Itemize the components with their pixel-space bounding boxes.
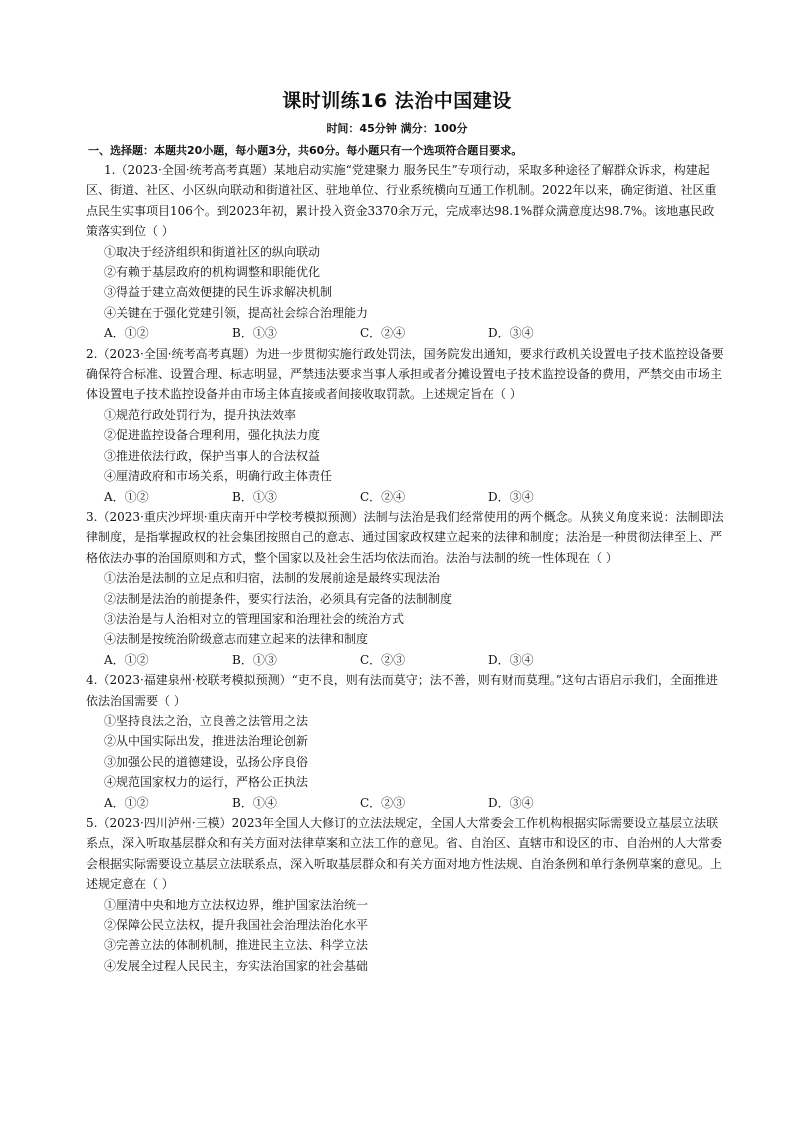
question-3: [86, 507, 726, 670]
question-option: ②保障公民立法权，提升我国社会治理法治化水平: [104, 918, 369, 933]
answer-choices: [104, 793, 726, 813]
question-stem: 1.（2023·全国·统考高考真题）某地启动实施“党建聚力 服务民生”专项行动，采取多种途径了解群众诉求，构建起区、街道、社区、小区纵向联动和街道社区、驻地单位、行业系统横向互通工作机制。2022年以来，确定街道、社区重点民生实事项目106个。到2023年初，累计投入资金3370余万元，完成率达98.1%群众满意度达98.7%。该地惠民政策落实到位（ ）: [86, 163, 717, 239]
question-stem: 2.（2023·全国·统考高考真题）为进一步贯彻实施行政处罚法，国务院发出通知，要求行政机关设置电子技术监控设备要确保符合标准、设置合理、标志明显，严禁违法要求当事人承担或者分摊设置电子技术监控设备的费用，严禁交由市场主体设置电子技术监控设备并由市场主体直接或者间接收取罚款。上述规定旨在（ ）: [86, 346, 724, 402]
question-option: ③完善立法的体制机制，推进民主立法、科学立法: [104, 938, 369, 953]
choice-b: B．①④: [232, 795, 277, 810]
question-2: [86, 344, 726, 507]
question-stem: 5.（2023·四川泸州·三模）2023年全国人大修订的立法法规定，全国人大常委会工作机构根据实际需要设立基层立法联系点，深入听取基层群众和有关方面对法律草案和立法工作的意见。省、自治区、直辖市和设区的市、自治州的人大常委会根据实际需要设立基层立法联系点，深入听取基层群众和有关方面对地方性法规、自治条例和单行条例草案的意见。上述规定意在（ ）: [86, 816, 723, 892]
question-list: [86, 160, 726, 976]
choice-a: A．①②: [104, 489, 149, 504]
question-option: ④厘清政府和市场关系，明确行政主体责任: [104, 469, 333, 484]
question-option: ②法制是法治的前提条件，要实行法治，必须具有完备的法制制度: [104, 591, 453, 606]
choice-b: B．①③: [232, 489, 277, 504]
section-heading: 一、选择题：本题共20小题，每小题3分，共60分。每小题只有一个选项符合题目要求。: [88, 144, 523, 157]
choice-a: A．①②: [104, 652, 149, 667]
choice-c: C．②③: [360, 652, 406, 667]
question-option: ①法治是法制的立足点和归宿，法制的发展前途是最终实现法治: [104, 571, 441, 586]
question-option: ②促进监控设备合理利用，强化执法力度: [104, 428, 321, 443]
question-option: ①厘清中央和地方立法权边界，维护国家法治统一: [104, 897, 369, 912]
question-1: [86, 160, 726, 344]
question-option: ①取决于经济组织和街道社区的纵向联动: [104, 244, 321, 259]
choice-d: D．③④: [488, 795, 534, 810]
choice-c: C．②④: [360, 489, 406, 504]
choice-a: A．①②: [104, 795, 149, 810]
question-option: ④关键在于强化党建引领，提高社会综合治理能力: [104, 305, 369, 320]
page-title: 课时训练16 法治中国建设: [282, 90, 512, 112]
question-option: ③加强公民的道德建设，弘扬公序良俗: [104, 754, 309, 769]
choice-b: B．①③: [232, 652, 277, 667]
choice-d: D．③④: [488, 652, 534, 667]
question-option: ②有赖于基层政府的机构调整和职能优化: [104, 265, 321, 280]
answer-choices: [104, 650, 726, 670]
exam-meta: 时间：45分钟 满分：100分: [326, 122, 468, 135]
question-option: ②从中国实际出发，推进法治理论创新: [104, 734, 309, 749]
choice-a: A．①②: [104, 326, 149, 341]
choice-d: D．③④: [488, 326, 534, 341]
question-option: ④发展全过程人民民主，夯实法治国家的社会基础: [104, 958, 369, 973]
question-option: ③得益于建立高效便捷的民生诉求解决机制: [104, 285, 333, 300]
choice-d: D．③④: [488, 489, 534, 504]
choice-c: C．②③: [360, 795, 406, 810]
question-option: ④法制是按统治阶级意志而建立起来的法律和制度: [104, 632, 369, 647]
question-option: ①规范行政处罚行为，提升执法效率: [104, 407, 297, 422]
question-stem: 4.（2023·福建泉州·校联考模拟预测）“吏不良，则有法而莫守；法不善，则有财而莫理。”这句古语启示我们，全面推进依法治国需要（ ）: [86, 673, 718, 708]
question-option: ③推进依法行政，保护当事人的合法权益: [104, 448, 321, 463]
question-option: ③法治是与人治相对立的管理国家和治理社会的统治方式: [104, 611, 405, 626]
answer-choices: [104, 323, 726, 343]
question-stem: 3.（2023·重庆沙坪坝·重庆南开中学校考模拟预测）法制与法治是我们经常使用的两个概念。从狭义角度来说：法制即法律制度，是指掌握政权的社会集团按照自己的意志、通过国家政权建立起来的法律和制度；法治是一种贯彻法律至上、严格依法办事的治国原则和方式，整个国家以及社会生活均依法而治。法治与法制的统一性体现在（ ）: [86, 509, 724, 565]
question-option: ④规范国家权力的运行，严格公正执法: [104, 775, 309, 790]
question-4: [86, 670, 726, 813]
question-5: [86, 813, 726, 976]
choice-c: C．②④: [360, 326, 406, 341]
choice-b: B．①③: [232, 326, 277, 341]
question-option: ①坚持良法之治，立良善之法管用之法: [104, 713, 309, 728]
answer-choices: [104, 487, 726, 507]
